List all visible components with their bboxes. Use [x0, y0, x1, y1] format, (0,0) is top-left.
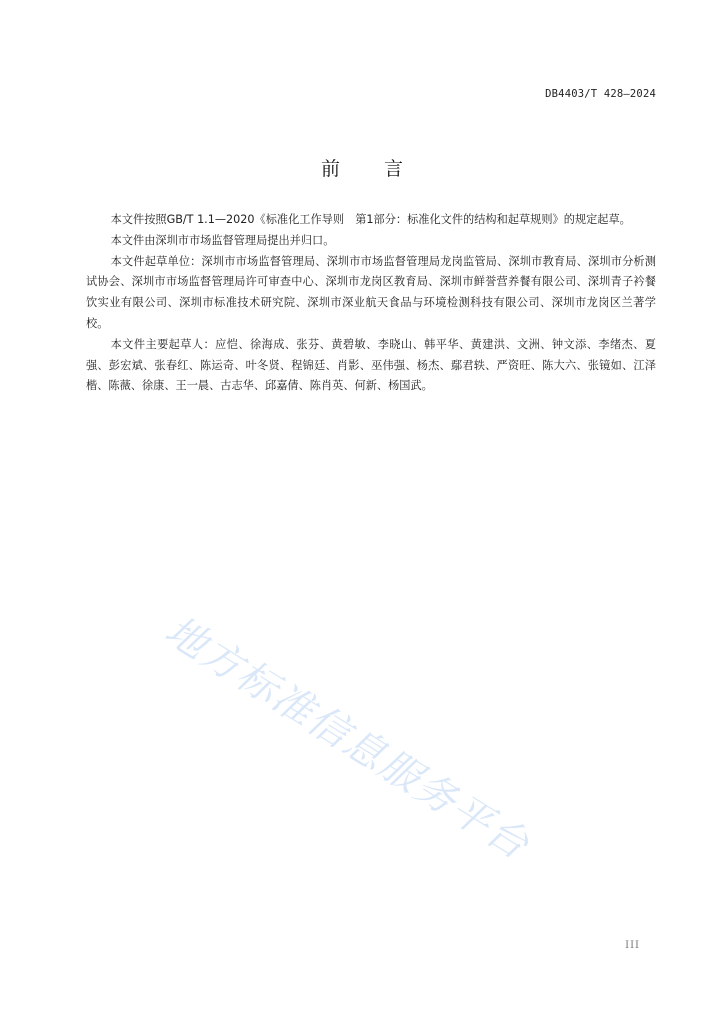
page-number: III	[625, 940, 640, 951]
paragraph-proposer: 本文件由深圳市市场监督管理局提出并归口。	[110, 233, 335, 247]
watermark-text: 地方标准信息服务平台	[156, 607, 538, 870]
paragraph-drafting-basis: 本文件按照GB/T 1.1—2020《标准化工作导则 第1部分：标准化文件的结构和起草规则》的规定起草。	[110, 213, 631, 226]
foreword-body	[86, 210, 656, 397]
paragraph-drafters: 本文件主要起草人：应恺、徐海成、张芬、黄碧敏、李晓山、韩平华、黄建洪、文洲、钟文添、李绪杰、夏强、彭宏斌、张春红、陈运奇、叶冬贤、程锦廷、肖影、巫伟强、杨杰、鄢君轶、严资旺、陈大六、张镜如、江泽楷、陈薇、徐康、王一晨、古志华、邱嘉倩、陈肖英、何新、杨国武。	[86, 337, 656, 393]
paragraph-drafting-units: 本文件起草单位：深圳市市场监督管理局、深圳市市场监督管理局龙岗监管局、深圳市教育局、深圳市分析测试协会、深圳市市场监督管理局许可审查中心、深圳市龙岗区教育局、深圳市鲜誉营养餐有限公司、深圳青子衿餐饮实业有限公司、深圳市标准技术研究院、深圳市深业航天食品与环境检测科技有限公司、深圳市龙岗区兰著学校。	[86, 254, 656, 330]
section-title: 前言	[320, 158, 447, 180]
document-code: DB4403/T 428—2024	[545, 88, 656, 100]
